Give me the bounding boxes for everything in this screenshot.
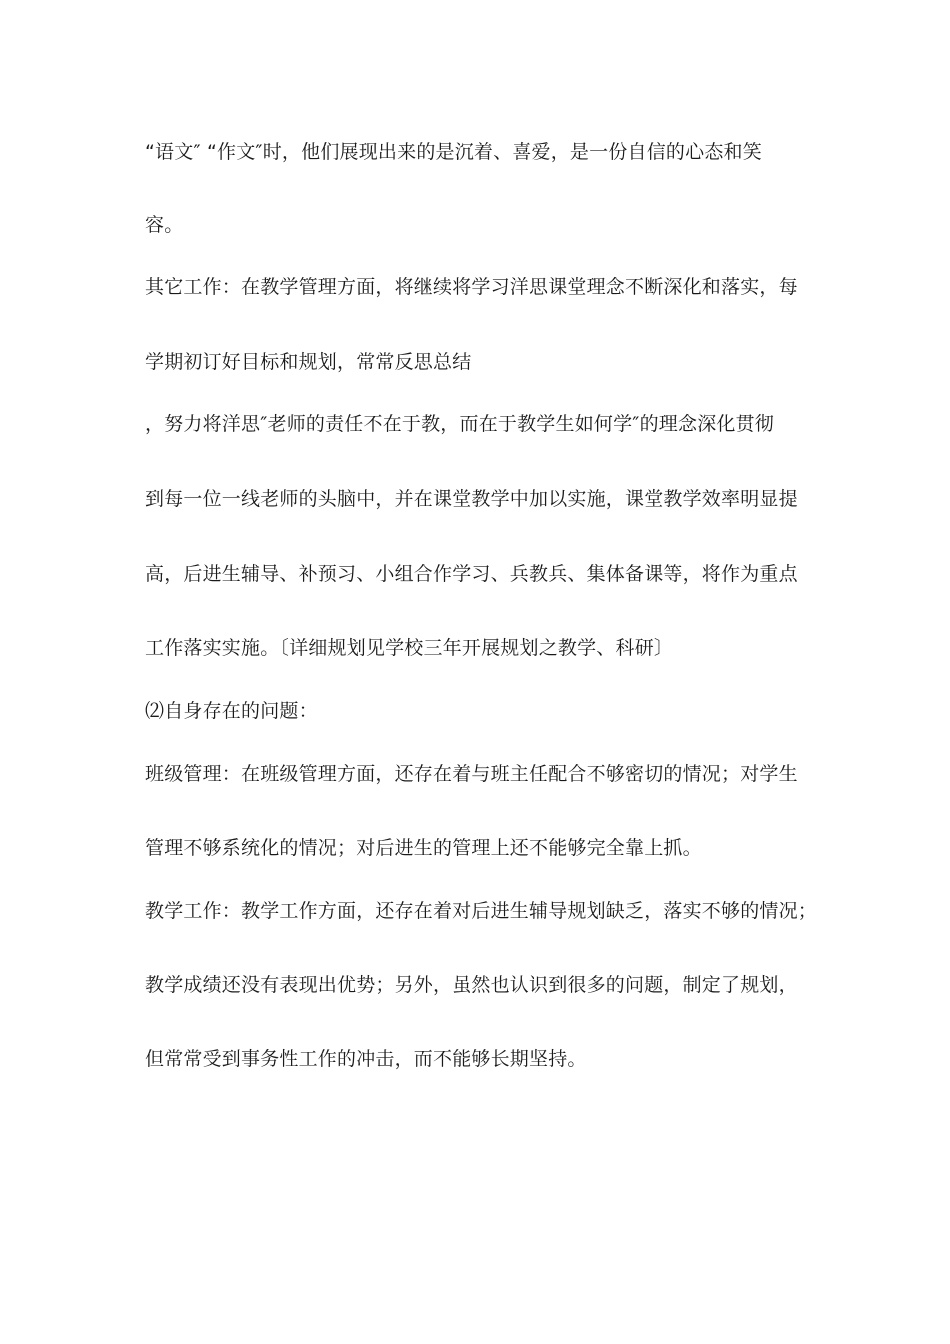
text-line: 高，后进生辅导、补预习、小组合作学习、兵教兵、集体备课等，将作为重点 bbox=[145, 563, 798, 585]
text-line: 其它工作：在教学管理方面，将继续将学习洋思课堂理念不断深化和落实，每 bbox=[145, 276, 798, 298]
text-line: 教学成绩还没有表现出优势；另外，虽然也认识到很多的问题，制定了规划， bbox=[145, 974, 798, 996]
text-line: 教学工作：教学工作方面，还存在着对后进生辅导规划缺乏，落实不够的情况； bbox=[145, 900, 818, 922]
text-line: ，努力将洋思″老师的责任不在于教，而在于教学生如何学″的理念深化贯彻 bbox=[145, 413, 774, 435]
text-line: “语文″ “作文″时，他们展现出来的是沉着、喜爱，是一份自信的心态和笑 bbox=[145, 141, 762, 163]
text-line: 工作落实实施。〔详细规划见学校三年开展规划之教学、科研〕 bbox=[145, 637, 674, 659]
text-line: 管理不够系统化的情况；对后进生的管理上还不能够完全靠上抓。 bbox=[145, 837, 702, 859]
text-line: ⑵自身存在的问题： bbox=[145, 700, 318, 722]
text-line: 但常常受到事务性工作的冲击，而不能够长期坚持。 bbox=[145, 1048, 587, 1070]
text-line: 班级管理：在班级管理方面，还存在着与班主任配合不够密切的情况；对学生 bbox=[145, 763, 798, 785]
text-line: 到每一位一线老师的头脑中，并在课堂教学中加以实施，课堂教学效率明显提 bbox=[145, 488, 798, 510]
text-line: 学期初订好目标和规划，常常反思总结 bbox=[145, 351, 472, 373]
text-line: 容。 bbox=[145, 214, 184, 236]
